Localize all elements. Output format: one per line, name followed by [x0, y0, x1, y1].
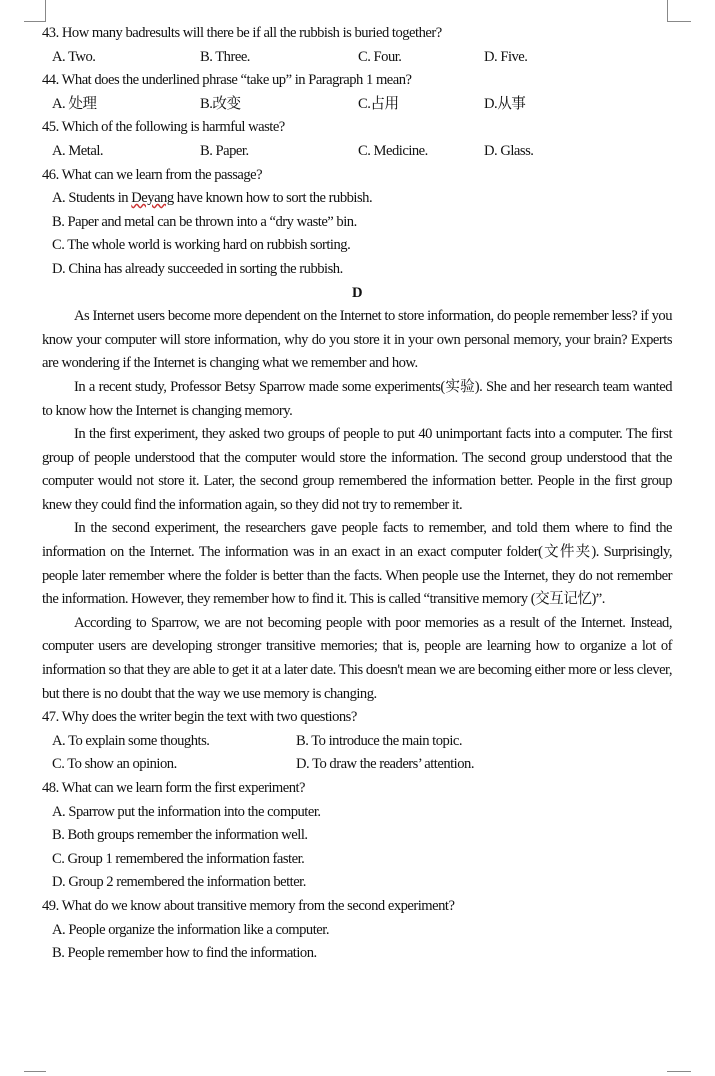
question-48-option-b: B. Both groups remember the information well.	[52, 827, 308, 844]
option-d: D. Glass.	[484, 142, 534, 159]
question-43-options	[42, 46, 672, 70]
document-content	[42, 22, 672, 966]
option-b: B. To introduce the main topic.	[296, 732, 463, 749]
option-d: D.从事	[484, 95, 526, 112]
question-49: 49. What do we know about transitive memory from the second experiment?	[42, 897, 455, 914]
question-49-option-a: A. People organize the information like a computer.	[52, 921, 329, 938]
question-48-option-c: C. Group 1 remembered the information faster.	[52, 850, 305, 867]
option-c: C. To show an opinion.	[52, 756, 177, 773]
crop-mark-top-right	[667, 0, 668, 22]
question-47-options-ab	[42, 730, 672, 754]
option-b: B. Three.	[200, 48, 250, 65]
question-48: 48. What can we learn form the first experiment?	[42, 780, 306, 796]
option-d: D. Five.	[484, 48, 528, 65]
crop-mark-bottom-left	[24, 1071, 46, 1072]
question-45-options	[42, 140, 672, 164]
question-47: 47. Why does the writer begin the text with two questions?	[42, 709, 357, 726]
option-a: A. Metal.	[52, 142, 104, 159]
paragraph-1: As Internet users become more dependent on the Internet to store information, do people remember less? if you know your computer will store information, why do you store it in your own personal memory, your brain? Experts are wondering if the Internet is changing what we remember and how.	[42, 308, 672, 372]
option-c: C. Medicine.	[358, 142, 428, 159]
option-a-suffix: have known how to sort the rubbish.	[173, 190, 373, 207]
question-47-options-cd	[42, 753, 672, 777]
question-44-options	[42, 93, 672, 117]
crop-mark-top-left	[45, 0, 46, 22]
passage-heading: D	[351, 284, 363, 301]
option-b: B. Paper.	[200, 142, 249, 159]
paragraph-5: According to Sparrow, we are not becoming people with poor memories as a result of the Internet. Instead, computer users are developing stronger transitive memories; that is, people are learning how to organize a lot of information so that they are able to get it at a later date. This doesn't mean we are becoming either more or less clever, but there is no doubt that the way we use memory is changing.	[42, 614, 672, 702]
question-48-option-a: A. Sparrow put the information into the computer.	[52, 803, 321, 820]
question-48-option-d: D. Group 2 remembered the information better.	[52, 874, 306, 891]
paragraph-2: In a recent study, Professor Betsy Sparrow made some experiments(实验). She and her research team wanted to know how the Internet is changing memory.	[42, 378, 672, 419]
paragraph-3: In the first experiment, they asked two groups of people to put 40 unimportant facts into a computer. The first group of people understood that the computer would store the information. The second group understood that the computer would not store it. Later, the second group remembered the information better. People in the first group knew they could find the information again, so they did not try to remember it.	[42, 426, 672, 513]
option-a: A. Two.	[52, 48, 96, 65]
question-46-option-c: C. The whole world is working hard on rubbish sorting.	[52, 237, 351, 254]
option-a: A. To explain some thoughts.	[52, 732, 210, 749]
option-a: A. 处理	[52, 95, 97, 112]
paragraph-4: In the second experiment, the researchers gave people facts to remember, and told them where to find the information on the Internet. The information was in an exact in an exact computer folder(文件夹). Surprisingly, people later remember where the folder is better than the facts. When people use the Internet, they do not remember the information. However, they remember how to find it. This is called “transitive memory (交互记忆)”.	[42, 520, 672, 608]
underlined-word: Deyang	[131, 190, 174, 207]
question-46-option-b: B. Paper and metal can be thrown into a “dry waste” bin.	[52, 213, 357, 230]
option-b: B.改变	[200, 95, 241, 112]
question-49-option-b: B. People remember how to find the information.	[52, 945, 317, 962]
question-45: 45. Which of the following is harmful waste?	[42, 119, 285, 136]
option-a-prefix: A. Students in	[52, 190, 132, 207]
crop-mark-bottom-right	[667, 1071, 691, 1072]
question-46-option-a	[42, 187, 672, 211]
passage-body	[42, 305, 672, 706]
option-d: D. To draw the readers’ attention.	[296, 756, 474, 773]
question-46-option-d: D. China has already succeeded in sorting the rubbish.	[52, 260, 343, 277]
question-43: 43. How many badresults will there be if all the rubbish is buried together?	[42, 25, 442, 41]
option-c: C. Four.	[358, 48, 402, 65]
option-c: C.占用	[358, 95, 399, 112]
question-44: 44. What does the underlined phrase “take up” in Paragraph 1 mean?	[42, 72, 412, 89]
question-46: 46. What can we learn from the passage?	[42, 166, 263, 183]
